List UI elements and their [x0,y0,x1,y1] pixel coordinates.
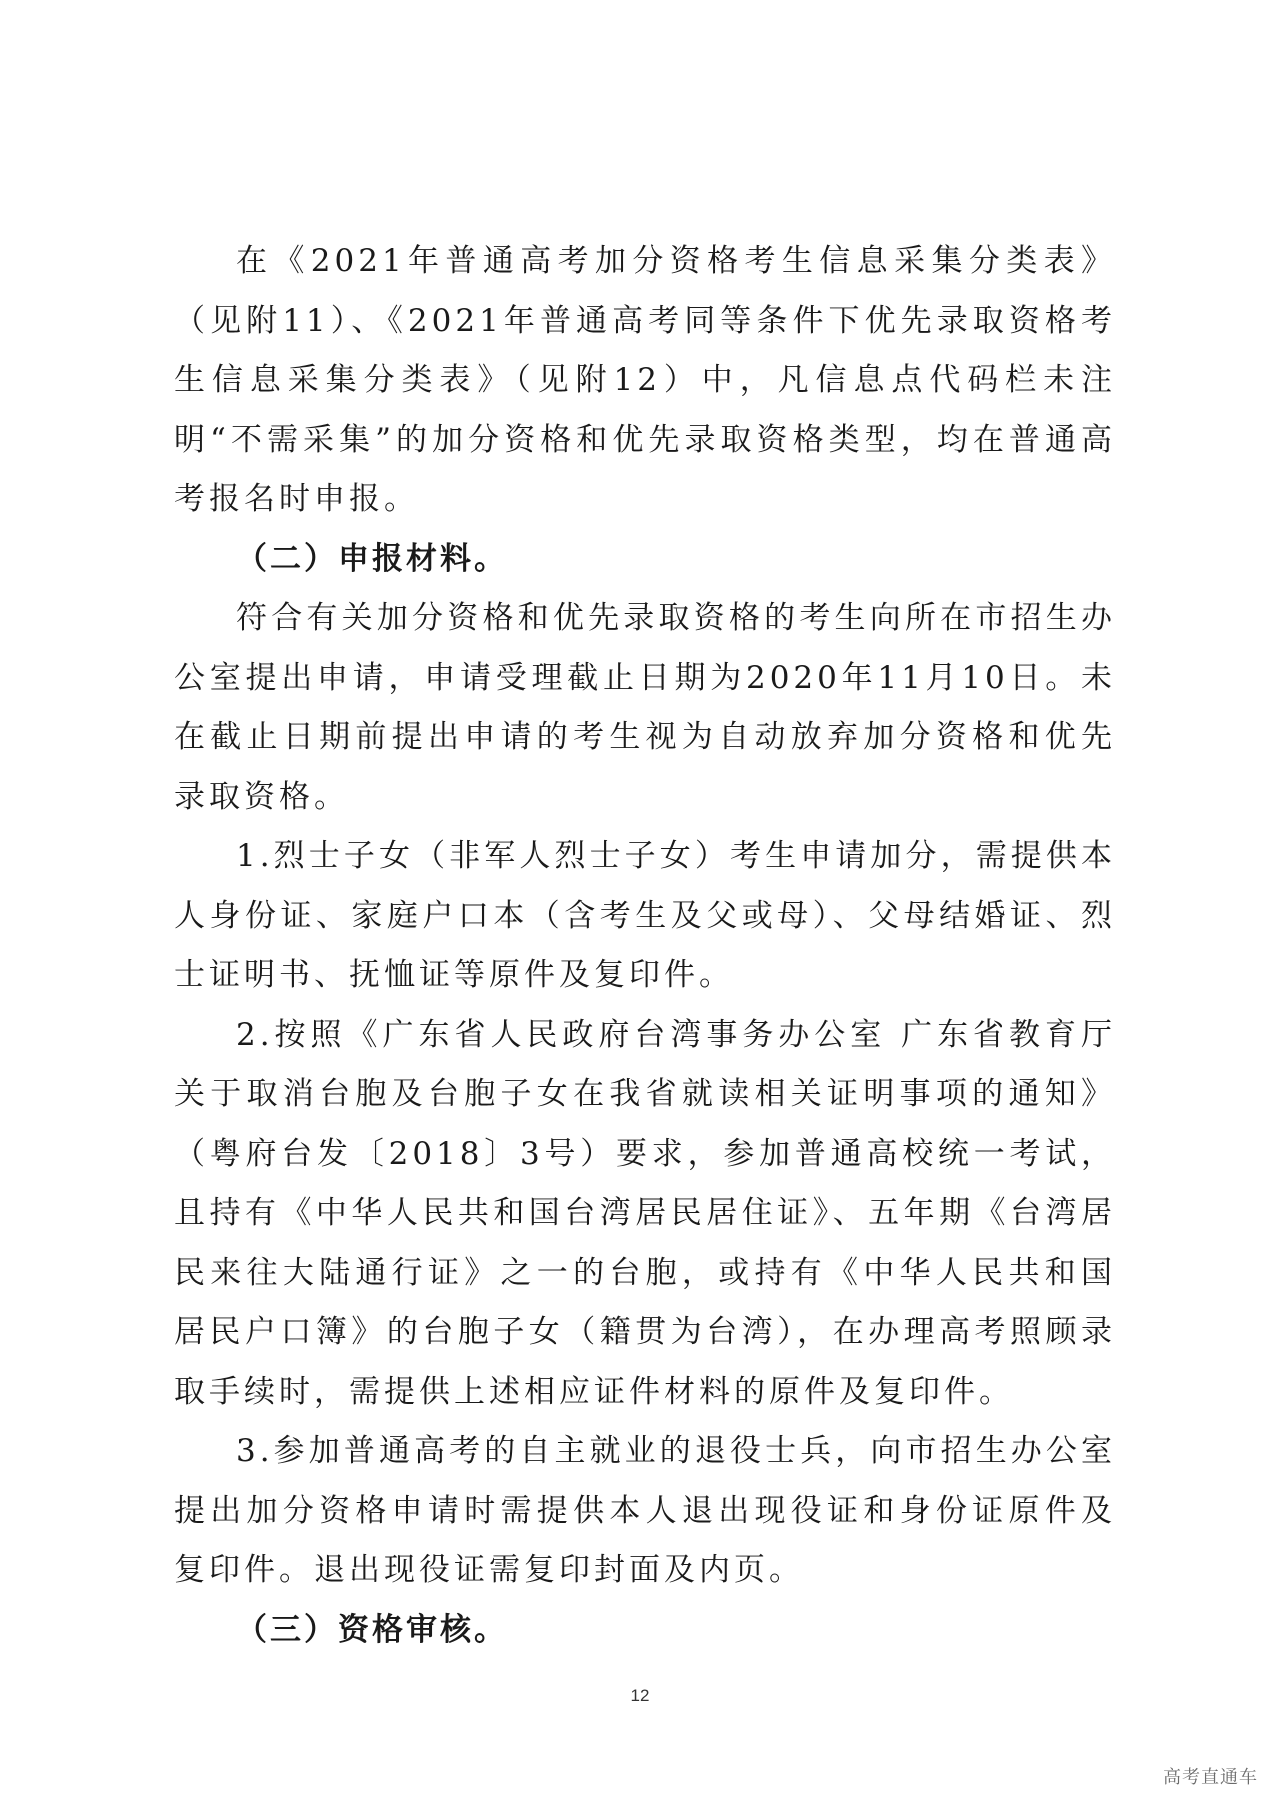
section-heading-qualification-review: （三）资格审核。 [236,1611,508,1648]
paragraph-item-1-martyr-children: 1.烈士子女（非军人烈士子女）考生申请加分，需提供本人身份证、家庭户口本（含考生及父或母）、父母结婚证、烈士证明书、抚恤证等原件及复印件。 [174,838,1116,993]
paragraph-item-3-retired-soldiers: 3.参加普通高考的自主就业的退役士兵，向市招生办公室提出加分资格申请时需提供本人退出现役证和身份证原件及复印件。退出现役证需复印封面及内页。 [174,1433,1116,1588]
section-heading-materials: （二）申报材料。 [236,540,508,577]
watermark-text: 高考直通车 [1163,1767,1258,1788]
document-body [174,232,1116,1660]
paragraph-application-deadline: 符合有关加分资格和优先录取资格的考生向所在市招生办公室提出申请，申请受理截止日期为2020年11月10日。未在截止日期前提出申请的考生视为自动放弃加分资格和优先录取资格。 [174,600,1116,815]
paragraph-info-collection: 在《2021年普通高考加分资格考生信息采集分类表》（见附11）、《2021年普通高考同等条件下优先录取资格考生信息采集分类表》（见附12）中，凡信息点代码栏未注明“不需采集”的加分资格和优先录取资格类型，均在普通高考报名时申报。 [174,243,1116,517]
paragraph-item-2-taiwan-compatriots: 2.按照《广东省人民政府台湾事务办公室 广东省教育厅关于取消台胞及台胞子女在我省就读相关证明事项的通知》（粤府台发〔2018〕3号）要求，参加普通高校统一考试，且持有《中华人民共和国台湾居民居住证》、五年期《台湾居民来往大陆通行证》之一的台胞，或持有《中华人民共和国居民户口簿》的台胞子女（籍贯为台湾），在办理高考照顾录取手续时，需提供上述相应证件材料的原件及复印件。 [174,1016,1116,1410]
page-number: 12 [630,1686,650,1705]
